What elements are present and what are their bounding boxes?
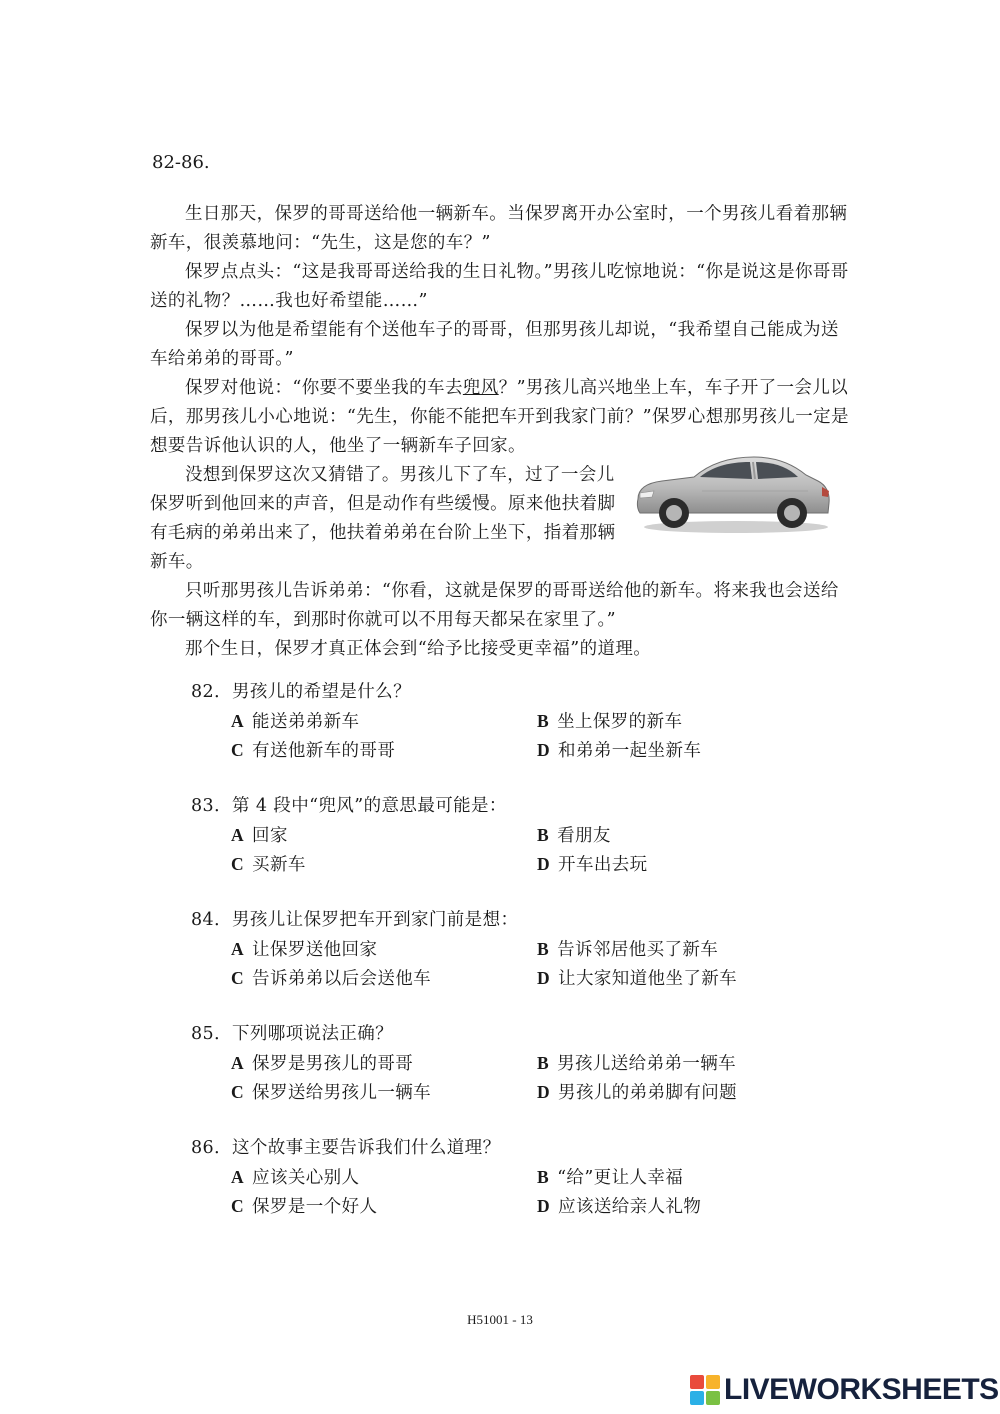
- option-d[interactable]: D 让大家知道他坐了新车: [537, 968, 738, 989]
- question-stem: 85．下列哪项说法正确？: [191, 1024, 394, 1044]
- question-stem: 83．第 4 段中“兜风”的意思最可能是：: [191, 796, 507, 816]
- car-illustration: [632, 447, 832, 535]
- option-b[interactable]: B “给”更让人幸福: [537, 1167, 684, 1188]
- passage-paragraph: 只听那男孩儿告诉弟弟：“你看，这就是保罗的哥哥送给他的新车。将来我也会送给你一辆这样的车，到那时你就可以不用每天都呆在家里了。”: [150, 581, 839, 630]
- passage-paragraph: 没想到保罗这次又猜错了。男孩儿下了车，过了一会儿保罗听到他回来的声音，但是动作有些缓慢。原来他扶着脚有毛病的弟弟出来了，他扶着弟弟在台阶上坐下，指着那辆新车。: [150, 465, 616, 572]
- option-b[interactable]: B 看朋友: [537, 825, 611, 846]
- question-86: [191, 1133, 857, 1221]
- question-stem: 84．男孩儿让保罗把车开到家门前是想：: [191, 910, 519, 930]
- option-d[interactable]: D 应该送给亲人礼物: [537, 1196, 702, 1217]
- option-a[interactable]: A 应该关心别人: [231, 1167, 360, 1188]
- question-84: [191, 905, 857, 993]
- option-c[interactable]: C 买新车: [231, 854, 306, 875]
- passage-paragraph: 那个生日，保罗才真正体会到“给予比接受更幸福”的道理。: [185, 639, 652, 659]
- passage-paragraph: 保罗点点头：“这是我哥哥送给我的生日礼物。”男孩儿吃惊地说：“你是说这是你哥哥送的礼物？……我也好希望能……”: [150, 262, 849, 311]
- passage-text: 保罗对他说：“你要不要坐我的车去: [185, 378, 463, 398]
- question-85: [191, 1019, 857, 1107]
- underlined-word: 兜风: [462, 378, 499, 398]
- passage-paragraph: 保罗以为他是希望能有个送他车子的哥哥，但那男孩儿却说，“我希望自己能成为送车给弟弟的哥哥。”: [150, 320, 839, 369]
- option-c[interactable]: C 保罗送给男孩儿一辆车: [231, 1082, 432, 1103]
- option-c[interactable]: C 有送他新车的哥哥: [231, 740, 396, 761]
- question-stem: 82．男孩儿的希望是什么？: [191, 682, 411, 702]
- section-range: 82-86.: [152, 152, 210, 173]
- option-a[interactable]: A 保罗是男孩儿的哥哥: [231, 1053, 414, 1074]
- page-footer: H51001 - 13: [467, 1312, 533, 1327]
- option-a[interactable]: A 回家: [231, 825, 288, 846]
- logo-icon: [690, 1375, 720, 1405]
- option-c[interactable]: C 告诉弟弟以后会送他车: [231, 968, 432, 989]
- option-d[interactable]: D 和弟弟一起坐新车: [537, 740, 702, 761]
- option-a[interactable]: A 让保罗送他回家: [231, 939, 378, 960]
- question-82: [191, 677, 857, 765]
- option-d[interactable]: D 男孩儿的弟弟脚有问题: [537, 1082, 738, 1103]
- reading-passage: [150, 200, 852, 664]
- passage-text: 保罗心想那男孩儿一定是想要告诉他认识的人，他坐了一辆新车子回家。: [150, 407, 849, 456]
- option-b[interactable]: B 男孩儿送给弟弟一辆车: [537, 1053, 737, 1074]
- logo-wordmark: LIVEWORKSHEETS: [724, 1373, 999, 1406]
- option-b[interactable]: B 告诉邻居他买了新车: [537, 939, 719, 960]
- passage-paragraph: 生日那天，保罗的哥哥送给他一辆新车。当保罗离开办公室时，一个男孩儿看着那辆新车，很羡慕地问：“先生，这是您的车？”: [150, 204, 848, 253]
- liveworksheets-logo[interactable]: [690, 1373, 999, 1407]
- option-d[interactable]: D 开车出去玩: [537, 854, 648, 875]
- question-83: [191, 791, 857, 879]
- option-c[interactable]: C 保罗是一个好人: [231, 1196, 378, 1217]
- option-a[interactable]: A 能送弟弟新车: [231, 711, 360, 732]
- option-b[interactable]: B 坐上保罗的新车: [537, 711, 683, 732]
- question-stem: 86．这个故事主要告诉我们什么道理？: [191, 1138, 501, 1158]
- passage-text: ？”男孩儿高兴地坐上车，车子开了一会儿以后，那男孩儿小心地说：“先生，你能不能把车开到我家门前？”: [150, 378, 849, 427]
